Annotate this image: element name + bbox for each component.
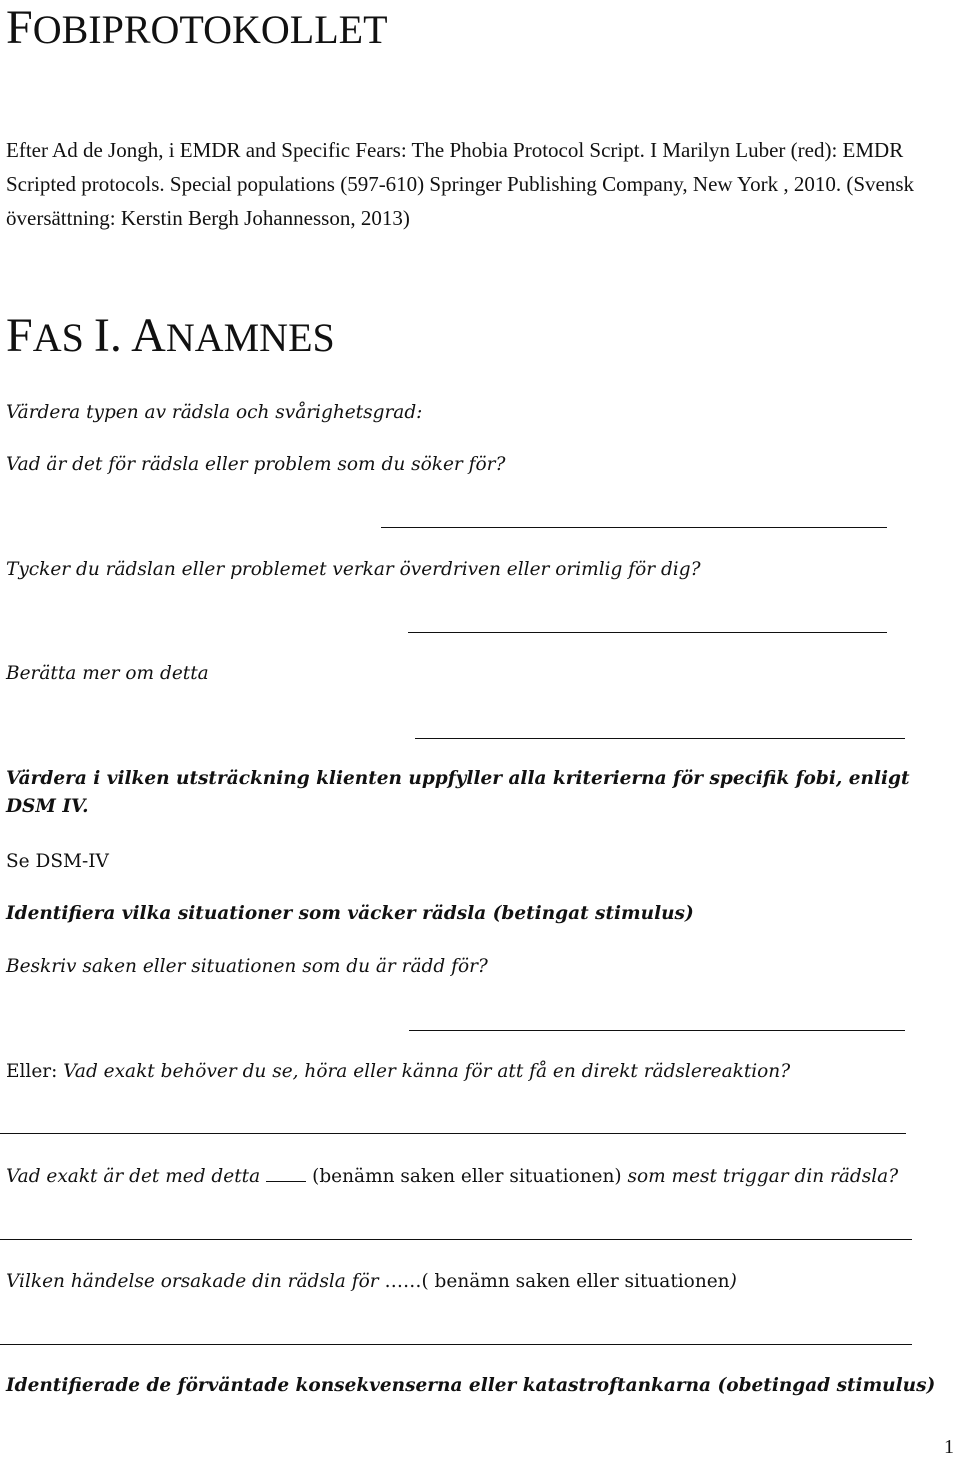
exact-part-2: (benämn saken eller situationen) — [312, 1166, 622, 1187]
page-number: 1 — [944, 1436, 954, 1458]
question-event — [6, 1271, 737, 1292]
question-exact-trigger — [6, 1165, 898, 1187]
or-exact-text: Vad exakt behöver du se, höra eller känna för att få en direkt rädslereaktion? — [63, 1061, 791, 1082]
answer-line-describe[interactable] — [409, 1030, 905, 1031]
tell-more-prompt: Berätta mer om detta — [6, 663, 209, 684]
phase-heading — [6, 308, 335, 363]
question-what-fear: Vad är det för rädsla eller problem som du söker för? — [6, 454, 506, 475]
document-title — [6, 0, 388, 55]
identify-situations-heading: Identifiera vilka situationer som väcker rädsla (betingat stimulus) — [6, 903, 694, 924]
answer-line-exact-trigger[interactable] — [0, 1239, 912, 1240]
question-or-exact — [6, 1061, 790, 1082]
identify-consequences-heading: Identifierade de förväntade konsekvenserna eller katastroftankarna (obetingad stimulus) — [6, 1375, 936, 1396]
event-part-3: ) — [729, 1271, 737, 1292]
see-dsm-note: Se DSM-IV — [6, 851, 109, 872]
question-describe: Beskriv saken eller situationen som du är rädd för? — [6, 956, 488, 977]
question-exaggerated: Tycker du rädslan eller problemet verkar överdriven eller orimlig för dig? — [6, 559, 701, 580]
exact-part-3: som mest triggar din rädsla? — [621, 1166, 899, 1187]
phase-rest-1: AS — [32, 315, 94, 360]
title-initial: F — [6, 1, 33, 54]
assess-dsm-heading: Värdera i vilken utsträckning klienten uppfyller alla kriterierna för specifik fobi, enligt DSM IV. — [6, 768, 910, 817]
event-part-2: ……( benämn saken eller situationen — [384, 1271, 730, 1292]
answer-line-tell-more[interactable] — [415, 738, 905, 739]
title-rest: OBIPROTOKOLLET — [32, 7, 388, 52]
exact-part-1: Vad exakt är det med detta — [6, 1166, 261, 1187]
event-part-1: Vilken händelse orsakade din rädsla för — [6, 1271, 385, 1292]
phase-rest-2: NAMNES — [165, 315, 335, 360]
answer-line-event[interactable] — [0, 1344, 912, 1345]
phase-initial-1: F — [6, 309, 33, 362]
or-prefix: Eller: — [6, 1061, 64, 1082]
phase-initial-2: I. A — [93, 309, 166, 362]
assess-fear-heading: Värdera typen av rädsla och svårighetsgrad: — [6, 402, 423, 423]
answer-line-what-fear[interactable] — [381, 527, 887, 528]
answer-line-exaggerated[interactable] — [408, 632, 887, 633]
blank-situation[interactable] — [266, 1165, 306, 1182]
answer-line-or-exact[interactable] — [0, 1133, 906, 1134]
citation-paragraph: Efter Ad de Jongh, i EMDR and Specific Fears: The Phobia Protocol Script. I Marilyn Luber (red): EMDR Scripted protocols. Special populations (597-610) Springer Publishing Company, New York , 2010. (Svensk översättning: Kerstin Bergh Johannesson, 2013) — [6, 138, 914, 230]
